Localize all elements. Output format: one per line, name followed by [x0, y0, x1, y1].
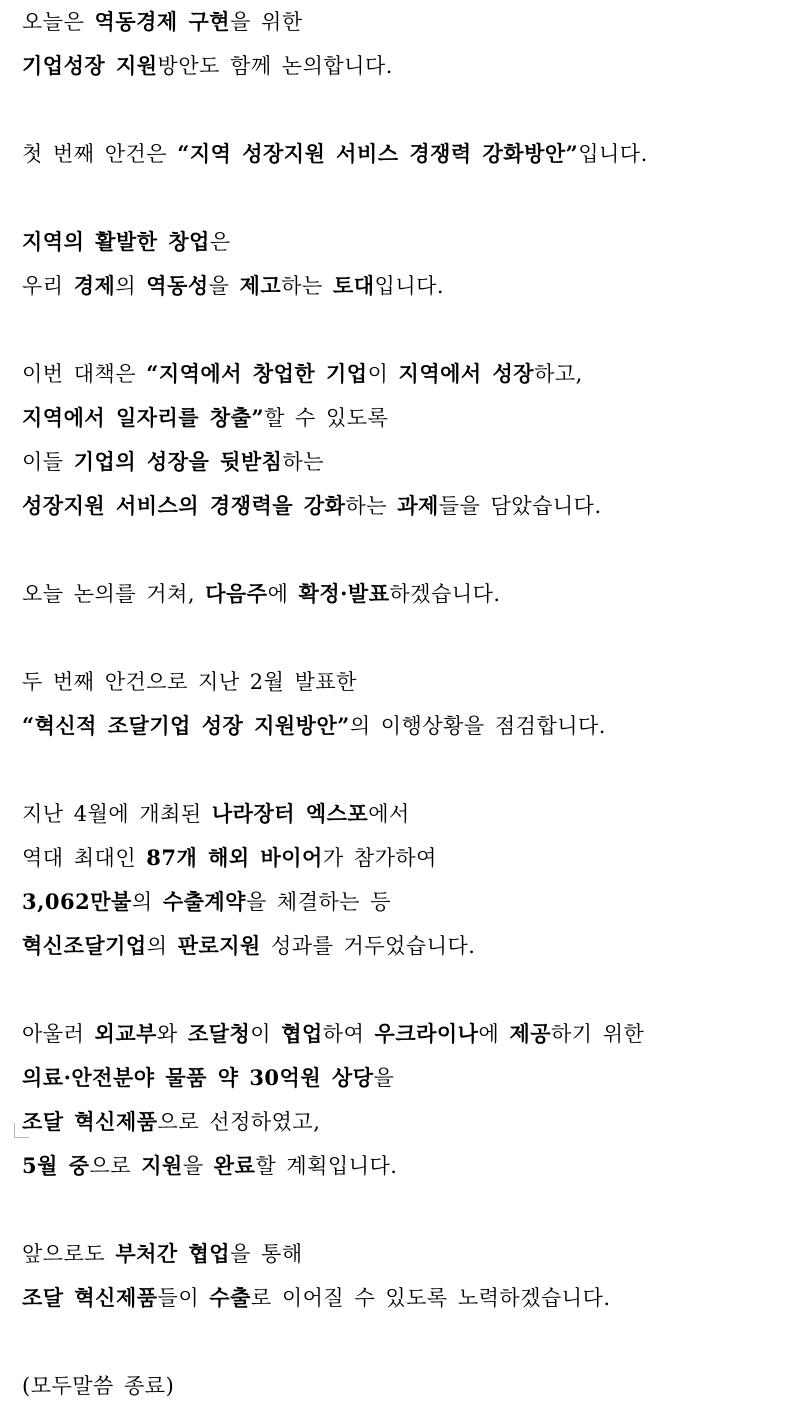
text: 들이	[157, 1286, 210, 1310]
text-line	[22, 704, 792, 748]
text: 을	[373, 1066, 395, 1090]
text: 아울러	[22, 1022, 95, 1046]
text: 으로 선정하였고,	[157, 1110, 321, 1134]
text: 을	[208, 274, 240, 298]
bold-text: 협업	[281, 1021, 323, 1046]
paragraph	[22, 792, 792, 968]
bold-text: 부처간 협업	[115, 1241, 231, 1266]
bold-text: 지원	[141, 1153, 183, 1178]
text-line	[22, 132, 792, 176]
text: 첫 번째 안건은	[22, 142, 178, 166]
text-line	[22, 924, 792, 968]
text-line	[22, 440, 792, 484]
bold-text: “지역에서 창업한 기업	[146, 361, 368, 386]
paragraph-spacer	[22, 308, 792, 352]
paragraph	[22, 220, 792, 308]
text-line	[22, 1364, 792, 1408]
text: 을 체결하는 등	[245, 890, 392, 914]
text: 하고,	[534, 362, 583, 386]
text-line	[22, 264, 792, 308]
text: 할 수 있도록	[264, 406, 389, 430]
text-line	[22, 572, 792, 616]
paragraph	[22, 572, 792, 616]
bold-text: “지역 성장지원 서비스 경쟁력 강화방안”	[177, 141, 579, 166]
text: 로 이어질 수 있도록 노력하겠습니다.	[250, 1286, 611, 1310]
text: 의	[131, 890, 163, 914]
bold-text: 판로지원	[177, 933, 261, 958]
text-line	[22, 1056, 792, 1100]
text-line	[22, 1276, 792, 1320]
text: 이들	[22, 450, 74, 474]
bold-text: 나라장터 엑스포	[211, 801, 369, 826]
text: 의 이행상황을 점검합니다.	[349, 714, 606, 738]
bold-text: 기업의 성장을 뒷받침	[73, 449, 283, 474]
bold-text: 수출	[209, 1285, 251, 1310]
bold-text: 지역의 활발한 창업	[22, 229, 210, 254]
text: 입니다.	[578, 142, 648, 166]
bold-text: 지역에서 성장	[398, 361, 535, 386]
bold-text: 역동경제 구현	[94, 9, 231, 34]
bold-text: 의료·안전분야 물품 약 30억원 상당	[22, 1065, 374, 1090]
paragraph	[22, 660, 792, 748]
bold-text: 87개 해외 바이어	[146, 845, 323, 870]
text-line	[22, 1144, 792, 1188]
text: 이번 대책은	[22, 362, 147, 386]
text: 에서	[368, 802, 410, 826]
text: 성과를 거두었습니다.	[260, 934, 476, 958]
bold-text: “혁신적 조달기업 성장 지원방안”	[22, 713, 350, 738]
text-line	[22, 792, 792, 836]
bold-text: 수출계약	[162, 889, 246, 914]
text-line	[22, 484, 792, 528]
text: 을	[182, 1154, 214, 1178]
bold-text: 확정·발표	[298, 581, 390, 606]
text: 하는	[281, 274, 333, 298]
bold-text: 5월 중	[22, 1153, 90, 1178]
text: 으로	[89, 1154, 142, 1178]
text-line	[22, 660, 792, 704]
bold-text: 우크라이나	[374, 1021, 479, 1046]
text: 하겠습니다.	[389, 582, 501, 606]
document-body	[22, 0, 792, 1408]
bold-text: 지역에서 일자리를 창출”	[22, 405, 265, 430]
text: 와	[156, 1022, 188, 1046]
text: 하기 위한	[551, 1022, 645, 1046]
text-line	[22, 1232, 792, 1276]
text: 두 번째 안건으로 지난 2월 발표한	[22, 670, 357, 694]
paragraph-spacer	[22, 176, 792, 220]
text-line	[22, 44, 792, 88]
bold-text: 경제	[73, 273, 116, 298]
paragraph-spacer	[22, 528, 792, 572]
bold-text: 과제	[397, 493, 439, 518]
bold-text: 성장지원 서비스의 경쟁력을 강화	[22, 493, 346, 518]
paragraph-spacer	[22, 1320, 792, 1364]
text: 이	[367, 362, 399, 386]
text: 의	[146, 934, 178, 958]
text-line	[22, 396, 792, 440]
text-line	[22, 352, 792, 396]
text: 오늘 논의를 거쳐,	[22, 582, 206, 606]
paragraph-spacer	[22, 88, 792, 132]
text: 역대 최대인	[22, 846, 147, 870]
text: 가 참가하여	[322, 846, 437, 870]
text: 하는	[345, 494, 398, 518]
paragraph-spacer	[22, 968, 792, 1012]
page-corner-mark	[14, 1123, 29, 1138]
bold-text: 조달 혁신제품	[22, 1285, 158, 1310]
text: 오늘은	[22, 10, 95, 34]
paragraph-spacer	[22, 748, 792, 792]
text: 에	[267, 582, 299, 606]
text: (모두말씀 종료)	[22, 1374, 175, 1398]
text: 우리	[22, 274, 74, 298]
paragraph	[22, 1232, 792, 1320]
text: 할 계획입니다.	[255, 1154, 398, 1178]
text: 들을 담았습니다.	[438, 494, 602, 518]
bold-text: 토대	[332, 273, 375, 298]
bold-text: 완료	[213, 1153, 256, 1178]
text: 하는	[282, 450, 325, 474]
bold-text: 조달청	[187, 1021, 251, 1046]
text: 을 통해	[230, 1242, 303, 1266]
text-line	[22, 1100, 792, 1144]
text: 에	[478, 1022, 510, 1046]
bold-text: 제공	[509, 1021, 552, 1046]
text: 지난 4월에 개최된	[22, 802, 212, 826]
text: 이	[250, 1022, 282, 1046]
text-line	[22, 880, 792, 924]
paragraph-spacer	[22, 616, 792, 660]
bold-text: 3,062만불	[22, 889, 132, 914]
text: 은	[209, 230, 231, 254]
text-line	[22, 836, 792, 880]
text: 하여	[322, 1022, 375, 1046]
paragraph-spacer	[22, 1188, 792, 1232]
text-line	[22, 1012, 792, 1056]
text: 입니다.	[374, 274, 445, 298]
bold-text: 기업성장 지원	[22, 53, 158, 78]
paragraph	[22, 1364, 792, 1408]
text: 의	[115, 274, 147, 298]
text: 을 위한	[230, 10, 303, 34]
text: 앞으로도	[22, 1242, 116, 1266]
bold-text: 조달 혁신제품	[22, 1109, 158, 1134]
bold-text: 외교부	[94, 1021, 157, 1046]
bold-text: 역동성	[146, 273, 209, 298]
paragraph	[22, 352, 792, 528]
paragraph	[22, 0, 792, 88]
bold-text: 다음주	[205, 581, 268, 606]
bold-text: 혁신조달기업	[22, 933, 147, 958]
bold-text: 제고	[239, 273, 282, 298]
paragraph	[22, 132, 792, 176]
text: 방안도 함께 논의합니다.	[157, 54, 393, 78]
text-line	[22, 0, 792, 44]
text-line	[22, 220, 792, 264]
paragraph	[22, 1012, 792, 1188]
